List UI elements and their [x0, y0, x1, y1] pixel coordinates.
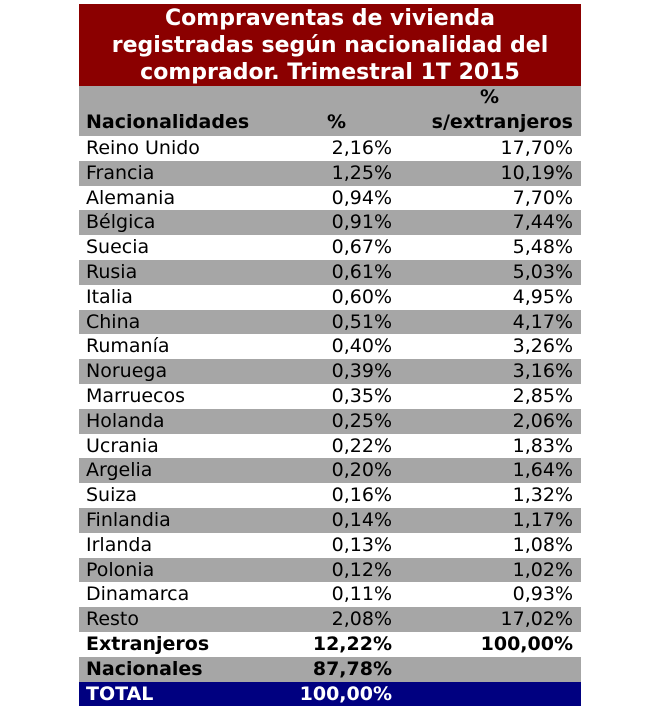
header-percent-ext-2: s/extranjeros [431, 111, 573, 133]
nationality-percent: 0,25% [331, 409, 392, 432]
nacionales-row [79, 657, 581, 682]
nationality-percent: 0,40% [331, 335, 392, 358]
nationality-name: China [86, 310, 141, 333]
nationality-name: Noruega [86, 360, 168, 383]
nationality-percent-ext: 7,70% [512, 186, 573, 209]
table-row [79, 210, 581, 235]
table-row [79, 409, 581, 434]
summary-percent: 12,22% [312, 632, 392, 655]
nationality-percent: 0,14% [331, 508, 392, 531]
nationality-name: Argelia [86, 459, 153, 482]
nationality-percent-ext: 5,48% [512, 236, 573, 259]
nationality-percent: 0,61% [331, 260, 392, 283]
nationality-name: Holanda [86, 409, 165, 432]
nationality-percent: 0,39% [331, 360, 392, 383]
table-title [79, 4, 581, 86]
nationality-percent-ext: 1,83% [512, 434, 573, 457]
nationality-name: Rumanía [86, 335, 170, 358]
summary-percent: 87,78% [312, 657, 392, 680]
nationality-name: Bélgica [86, 211, 156, 234]
nationality-percent: 0,22% [331, 434, 392, 457]
nationality-percent-ext: 3,26% [512, 335, 573, 358]
nationality-name: Dinamarca [86, 583, 190, 606]
nationality-percent: 0,91% [331, 211, 392, 234]
table-row [79, 260, 581, 285]
nationality-percent: 0,12% [331, 558, 392, 581]
nationality-percent: 0,20% [331, 459, 392, 482]
nationality-percent-ext: 0,93% [512, 583, 573, 606]
nationality-name: Reino Unido [86, 137, 200, 159]
nationality-percent: 0,51% [331, 310, 392, 333]
table-row [79, 334, 581, 359]
table-row [79, 483, 581, 508]
table-summary [79, 632, 581, 706]
nationality-percent: 0,16% [331, 484, 392, 507]
table-row [79, 508, 581, 533]
title-line-2: registradas según nacionalidad del [111, 32, 549, 58]
nationality-percent-ext: 1,64% [512, 459, 573, 482]
nationality-percent-ext: 10,19% [500, 161, 573, 184]
nationality-name: Marruecos [86, 384, 186, 407]
summary-label: Nacionales [86, 657, 203, 680]
table-row [79, 607, 581, 632]
nationality-percent: 0,35% [331, 384, 392, 407]
table-row [79, 285, 581, 310]
table-row [79, 359, 581, 384]
nationality-percent-ext: 3,16% [512, 360, 573, 383]
nationality-table [79, 4, 581, 706]
extranjeros-row [79, 632, 581, 657]
title-line-3: comprador. Trimestral 1T 2015 [140, 59, 520, 85]
nationality-percent-ext: 2,85% [512, 384, 573, 407]
summary-percent-ext: 100,00% [480, 632, 573, 655]
nationality-percent: 0,11% [331, 583, 392, 606]
nationality-name: Francia [86, 161, 155, 184]
nationality-percent-ext: 5,03% [512, 260, 573, 283]
table-body [79, 136, 581, 632]
total-row [79, 682, 581, 706]
nationality-name: Rusia [86, 260, 138, 283]
header-percent: % [327, 111, 347, 133]
nationality-name: Italia [86, 285, 133, 308]
nationality-name: Irlanda [86, 533, 153, 556]
nationality-percent-ext: 1,32% [512, 484, 573, 507]
nationality-percent: 2,16% [331, 137, 392, 159]
header-percent-ext-1: % [480, 86, 500, 108]
header-nacionalidades: Nacionalidades [86, 111, 250, 133]
table-row [79, 582, 581, 607]
nationality-percent-ext: 1,08% [512, 533, 573, 556]
table-row [79, 533, 581, 558]
nationality-percent-ext: 17,02% [500, 608, 573, 631]
table-row [79, 384, 581, 409]
summary-label: Extranjeros [86, 632, 210, 655]
summary-percent: 100,00% [299, 682, 392, 705]
nationality-name: Suiza [86, 484, 137, 507]
nationality-name: Resto [86, 608, 140, 631]
nationality-name: Alemania [86, 186, 176, 209]
nationality-percent: 0,94% [331, 186, 392, 209]
nationality-percent: 0,67% [331, 236, 392, 259]
table-row [79, 161, 581, 186]
nationality-percent: 0,60% [331, 285, 392, 308]
nationality-percent-ext: 4,17% [512, 310, 573, 333]
table-row [79, 458, 581, 483]
nationality-percent-ext: 1,02% [512, 558, 573, 581]
nationality-percent: 0,13% [331, 533, 392, 556]
nationality-name: Suecia [86, 236, 150, 259]
table-row [79, 558, 581, 583]
nationality-percent-ext: 17,70% [500, 137, 573, 159]
title-line-1: Compraventas de vivienda [165, 5, 495, 31]
nationality-name: Finlandia [86, 508, 171, 531]
nationality-percent: 1,25% [331, 161, 392, 184]
column-header [79, 86, 581, 136]
table-row [79, 186, 581, 211]
table-row [79, 136, 581, 161]
nationality-name: Polonia [86, 558, 155, 581]
summary-label: TOTAL [86, 682, 154, 705]
table-row [79, 434, 581, 459]
nationality-percent: 2,08% [331, 608, 392, 631]
table-row [79, 235, 581, 260]
nationality-percent-ext: 4,95% [512, 285, 573, 308]
table-row [79, 310, 581, 335]
nationality-name: Ucrania [86, 434, 159, 457]
nationality-percent-ext: 7,44% [512, 211, 573, 234]
nationality-percent-ext: 1,17% [512, 508, 573, 531]
nationality-percent-ext: 2,06% [512, 409, 573, 432]
